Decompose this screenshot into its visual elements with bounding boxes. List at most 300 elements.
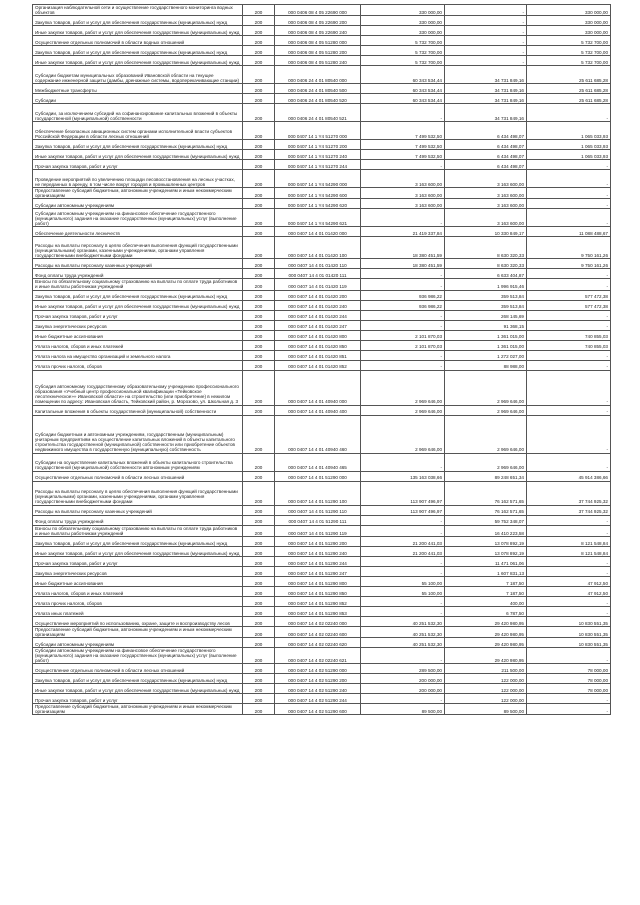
line-code-cell: 200	[243, 606, 275, 616]
line-code-cell: 200	[243, 36, 275, 46]
classification-code-cell: 000 0406 08 4 05 51280 240	[275, 56, 361, 66]
expense-name-cell: Иные закупки товаров, работ и услуг для обеспечения государственных (муниципальных) нужд	[33, 26, 243, 36]
table-row	[33, 360, 611, 370]
approved-amount-cell: 113 907 496,97	[361, 505, 445, 515]
classification-code-cell: 000 0407 14 1 Y4 54290 600	[275, 188, 361, 199]
classification-code-cell: 000 0407 14 4 01 40940 460	[275, 415, 361, 453]
classification-code-cell: 000 0407 14 4 01 01420 110	[275, 259, 361, 269]
table-row	[33, 237, 611, 259]
unexecuted-amount-cell: 47 912,50	[527, 586, 611, 596]
classification-code-cell: 000 0406 08 4 05 22690 000	[275, 5, 361, 16]
classification-code-cell: 000 0407 14 4 01 51290 852	[275, 596, 361, 606]
unexecuted-amount-cell: -	[527, 160, 611, 170]
line-code-cell: 200	[243, 199, 275, 209]
expense-name-cell: Субсидии автономным учреждениям	[33, 637, 243, 647]
table-body	[33, 5, 611, 715]
approved-amount-cell: 7 499 532,50	[361, 140, 445, 150]
line-code-cell: 200	[243, 616, 275, 626]
classification-code-cell: 000 0407 14 4 01 01420 100	[275, 237, 361, 259]
unexecuted-amount-cell: -	[527, 515, 611, 525]
executed-amount-cell: 2 969 646,00	[445, 415, 527, 453]
expense-name-cell: Закупка товаров, работ и услуг для обеспечения государственных (муниципальных) нужд	[33, 16, 243, 26]
expense-name-cell: Субсидии	[33, 94, 243, 104]
approved-amount-cell: 3 163 600,00	[361, 170, 445, 188]
table-row	[33, 199, 611, 209]
approved-amount-cell: 18 380 451,59	[361, 237, 445, 259]
unexecuted-amount-cell: -	[527, 279, 611, 290]
table-row	[33, 606, 611, 616]
approved-amount-cell: 21 200 441,03	[361, 546, 445, 556]
approved-amount-cell: 2 969 646,00	[361, 405, 445, 415]
expense-name-cell: Иные закупки товаров, работ и услуг для обеспечения государственных (муниципальных) нужд	[33, 546, 243, 556]
expense-name-cell: Расходы на выплаты персоналу казенных учреждений	[33, 505, 243, 515]
line-code-cell: 200	[243, 140, 275, 150]
approved-amount-cell: -	[361, 515, 445, 525]
executed-amount-cell: 6 434 498,07	[445, 140, 527, 150]
table-row	[33, 525, 611, 536]
classification-code-cell: 000 0406 24 4 01 80540 521	[275, 104, 361, 122]
unexecuted-amount-cell: -	[527, 566, 611, 576]
table-row	[33, 16, 611, 26]
table-row	[33, 596, 611, 606]
unexecuted-amount-cell: 25 611 685,28	[527, 84, 611, 94]
table-row	[33, 170, 611, 188]
line-code-cell: 200	[243, 505, 275, 515]
approved-amount-cell: 40 251 532,30	[361, 637, 445, 647]
executed-amount-cell: 7 187,50	[445, 576, 527, 586]
table-row	[33, 415, 611, 453]
approved-amount-cell: 289 500,00	[361, 664, 445, 674]
approved-amount-cell: -	[361, 647, 445, 663]
line-code-cell: 200	[243, 300, 275, 310]
table-row	[33, 26, 611, 36]
executed-amount-cell: 29 420 980,95	[445, 616, 527, 626]
line-code-cell: 200	[243, 310, 275, 320]
executed-amount-cell: 29 420 980,95	[445, 647, 527, 663]
expense-name-cell: Закупка товаров, работ и услуг для обеспечения государственных (муниципальных) нужд	[33, 140, 243, 150]
unexecuted-amount-cell: -	[527, 370, 611, 405]
approved-amount-cell: 60 343 534,44	[361, 94, 445, 104]
table-row	[33, 664, 611, 674]
table-row	[33, 259, 611, 269]
expense-name-cell: Субсидии автономным учреждениям	[33, 199, 243, 209]
expense-name-cell: Обеспечение безопасных авиационных систем органами исполнительной власти субъектов Российской Федерации в области лесных отношений	[33, 122, 243, 140]
approved-amount-cell: 60 343 534,44	[361, 66, 445, 84]
expense-name-cell: Иные бюджетные ассигнования	[33, 330, 243, 340]
classification-code-cell: 000 0406 24 4 01 80540 520	[275, 94, 361, 104]
line-code-cell: 200	[243, 46, 275, 56]
executed-amount-cell: 8 630 320,33	[445, 237, 527, 259]
expense-name-cell: Осуществление мероприятий по использованию, охране, защите и воспроизводству лесов	[33, 616, 243, 626]
approved-amount-cell: 936 986,22	[361, 290, 445, 300]
expense-name-cell: Предоставление субсидий бюджетным, автономным учреждениям и иным некоммерческим организациям	[33, 704, 243, 715]
expense-name-cell: Иные закупки товаров, работ и услуг для обеспечения государственных (муниципальных) нужд	[33, 684, 243, 694]
unexecuted-amount-cell: -	[527, 199, 611, 209]
expense-name-cell: Межбюджетные трансферты	[33, 84, 243, 94]
classification-code-cell: 000 0407 14 4 01 40940 465	[275, 453, 361, 471]
classification-code-cell: 000 0407 14 4 02 51290 600	[275, 704, 361, 715]
expense-name-cell: Уплата налогов, сборов и иных платежей	[33, 586, 243, 596]
unexecuted-amount-cell: -	[527, 694, 611, 704]
executed-amount-cell: 359 513,84	[445, 290, 527, 300]
line-code-cell: 200	[243, 546, 275, 556]
expense-name-cell: Иные закупки товаров, работ и услуг для обеспечения государственных (муниципальных) нужд	[33, 56, 243, 66]
classification-code-cell: 000 0407 14 4 02 51290 240	[275, 684, 361, 694]
table-row	[33, 647, 611, 663]
line-code-cell: 200	[243, 525, 275, 536]
expense-name-cell: Уплата прочих налогов, сборов	[33, 360, 243, 370]
expense-name-cell: Проведение мероприятий по увеличению площади лесовосстановления на лесных участках, не переданных в аренду, в том числе вокруг городов и промышленных центров	[33, 170, 243, 188]
executed-amount-cell: 34 731 849,16	[445, 104, 527, 122]
expense-name-cell: Расходы на выплаты персоналу в целях обеспечения выполнения функций государственными (муниципальными) органами, казенными учреждениями, органами управления государственными внебюджетными фондами	[33, 237, 243, 259]
approved-amount-cell: 113 907 496,97	[361, 481, 445, 505]
classification-code-cell: 000 0407 14 4 02 51290 200	[275, 674, 361, 684]
table-row	[33, 269, 611, 279]
unexecuted-amount-cell: 37 744 925,32	[527, 481, 611, 505]
expense-name-cell: Расходы на выплаты персоналу казенных учреждений	[33, 259, 243, 269]
line-code-cell: 200	[243, 84, 275, 94]
table-row	[33, 566, 611, 576]
approved-amount-cell: 200 000,00	[361, 684, 445, 694]
line-code-cell: 200	[243, 320, 275, 330]
unexecuted-amount-cell: -	[527, 415, 611, 453]
expense-name-cell: Прочая закупка товаров, работ и услуг	[33, 694, 243, 704]
line-code-cell: 200	[243, 330, 275, 340]
table-row	[33, 471, 611, 481]
table-row	[33, 56, 611, 66]
table-row	[33, 227, 611, 237]
line-code-cell: 200	[243, 405, 275, 415]
expense-name-cell: Предоставление субсидий бюджетным, автономным учреждениям и иным некоммерческим организациям	[33, 626, 243, 637]
expense-name-cell: Субсидии автономным учреждениям на финансовое обеспечение государственного (муниципального) задания на оказание государственных (муниципальных) услуг (выполнение работ)	[33, 647, 243, 663]
unexecuted-amount-cell: 10 830 551,35	[527, 616, 611, 626]
approved-amount-cell: 55 100,00	[361, 586, 445, 596]
line-code-cell: 200	[243, 209, 275, 227]
classification-code-cell: 000 0407 14 4 01 51290 111	[275, 515, 361, 525]
approved-amount-cell: -	[361, 310, 445, 320]
executed-amount-cell: 1 361 015,00	[445, 340, 527, 350]
line-code-cell: 200	[243, 481, 275, 505]
line-code-cell: 200	[243, 704, 275, 715]
executed-amount-cell: 2 969 646,00	[445, 453, 527, 471]
unexecuted-amount-cell: 47 912,50	[527, 576, 611, 586]
approved-amount-cell: -	[361, 694, 445, 704]
classification-code-cell: 000 0407 14 1 Y4 51270 200	[275, 140, 361, 150]
executed-amount-cell: -	[445, 36, 527, 46]
executed-amount-cell: 211 500,00	[445, 664, 527, 674]
table-row	[33, 626, 611, 637]
table-row	[33, 188, 611, 199]
approved-amount-cell: -	[361, 556, 445, 566]
executed-amount-cell: 6 434 498,07	[445, 160, 527, 170]
classification-code-cell: 000 0407 14 4 02 02240 600	[275, 626, 361, 637]
line-code-cell: 200	[243, 674, 275, 684]
unexecuted-amount-cell: -	[527, 188, 611, 199]
unexecuted-amount-cell: 1 065 033,93	[527, 150, 611, 160]
expense-name-cell: Закупка товаров, работ и услуг для обеспечения государственных (муниципальных) нужд	[33, 674, 243, 684]
line-code-cell: 200	[243, 576, 275, 586]
line-code-cell: 200	[243, 415, 275, 453]
line-code-cell: 200	[243, 536, 275, 546]
executed-amount-cell: 59 752 348,07	[445, 515, 527, 525]
classification-code-cell: 000 0406 08 4 05 51280 000	[275, 36, 361, 46]
approved-amount-cell: -	[361, 104, 445, 122]
unexecuted-amount-cell: 577 472,38	[527, 290, 611, 300]
executed-amount-cell: 91 368,15	[445, 320, 527, 330]
table-row	[33, 586, 611, 596]
table-row	[33, 481, 611, 505]
line-code-cell: 200	[243, 586, 275, 596]
classification-code-cell: 000 0407 14 4 01 51290 244	[275, 556, 361, 566]
line-code-cell: 200	[243, 684, 275, 694]
expense-name-cell: Обеспечение деятельности лесничеств	[33, 227, 243, 237]
executed-amount-cell: 89 500,00	[445, 704, 527, 715]
approved-amount-cell: 7 499 532,50	[361, 122, 445, 140]
executed-amount-cell: 1 996 915,46	[445, 279, 527, 290]
table-row	[33, 310, 611, 320]
line-code-cell: 200	[243, 664, 275, 674]
unexecuted-amount-cell: 25 611 685,28	[527, 66, 611, 84]
approved-amount-cell: 2 101 870,03	[361, 340, 445, 350]
line-code-cell: 200	[243, 259, 275, 269]
classification-code-cell: 000 0407 14 4 01 01420 247	[275, 320, 361, 330]
table-row	[33, 556, 611, 566]
expense-name-cell: Субсидии автономным учреждениям на финансовое обеспечение государственного (муниципального) задания на оказание государственных (муниципальных) услуг (выполнение работ)	[33, 209, 243, 227]
line-code-cell: 200	[243, 104, 275, 122]
classification-code-cell: 000 0407 14 4 01 51290 247	[275, 566, 361, 576]
expense-name-cell: Организация наблюдательной сети и осуществление государственного мониторинга водных объектов	[33, 5, 243, 16]
approved-amount-cell: 936 986,22	[361, 300, 445, 310]
unexecuted-amount-cell: 330 000,00	[527, 26, 611, 36]
unexecuted-amount-cell: -	[527, 104, 611, 122]
executed-amount-cell: 29 420 980,95	[445, 626, 527, 637]
table-row	[33, 104, 611, 122]
classification-code-cell: 000 0407 14 4 01 01420 852	[275, 360, 361, 370]
table-row	[33, 370, 611, 405]
table-row	[33, 300, 611, 310]
table-row	[33, 66, 611, 84]
executed-amount-cell: 359 513,84	[445, 300, 527, 310]
line-code-cell: 200	[243, 596, 275, 606]
unexecuted-amount-cell: 5 732 700,00	[527, 56, 611, 66]
table-row	[33, 330, 611, 340]
classification-code-cell: 000 0407 14 4 01 01420 244	[275, 310, 361, 320]
unexecuted-amount-cell: 45 914 386,66	[527, 471, 611, 481]
table-row	[33, 94, 611, 104]
unexecuted-amount-cell: 330 000,00	[527, 16, 611, 26]
table-row	[33, 616, 611, 626]
approved-amount-cell: -	[361, 566, 445, 576]
table-row	[33, 505, 611, 515]
table-row	[33, 150, 611, 160]
approved-amount-cell: -	[361, 320, 445, 330]
classification-code-cell: 000 0407 14 4 02 02240 620	[275, 637, 361, 647]
unexecuted-amount-cell: 25 611 685,28	[527, 94, 611, 104]
line-code-cell: 200	[243, 290, 275, 300]
executed-amount-cell: 6 633 404,87	[445, 269, 527, 279]
approved-amount-cell: 55 100,00	[361, 576, 445, 586]
table-row	[33, 279, 611, 290]
line-code-cell: 200	[243, 66, 275, 84]
line-code-cell: 200	[243, 56, 275, 66]
classification-code-cell: 000 0407 14 4 01 01420 119	[275, 279, 361, 290]
approved-amount-cell: 2 101 870,03	[361, 330, 445, 340]
unexecuted-amount-cell: -	[527, 704, 611, 715]
expense-name-cell: Уплата иных платежей	[33, 606, 243, 616]
approved-amount-cell: 5 732 700,00	[361, 56, 445, 66]
table-row	[33, 694, 611, 704]
executed-amount-cell: 34 731 849,16	[445, 94, 527, 104]
unexecuted-amount-cell: -	[527, 525, 611, 536]
classification-code-cell: 000 0407 14 4 02 02240 000	[275, 616, 361, 626]
approved-amount-cell: 21 200 441,03	[361, 536, 445, 546]
classification-code-cell: 000 0407 14 4 01 51290 100	[275, 481, 361, 505]
table-row	[33, 209, 611, 227]
approved-amount-cell: -	[361, 350, 445, 360]
line-code-cell: 200	[243, 694, 275, 704]
executed-amount-cell: 7 187,50	[445, 586, 527, 596]
classification-code-cell: 000 0407 14 1 Y4 54290 620	[275, 199, 361, 209]
approved-amount-cell: -	[361, 525, 445, 536]
line-code-cell: 200	[243, 626, 275, 637]
approved-amount-cell: 89 500,00	[361, 704, 445, 715]
unexecuted-amount-cell: 1 065 033,93	[527, 122, 611, 140]
executed-amount-cell: 1 361 015,00	[445, 330, 527, 340]
classification-code-cell: 000 0407 14 4 01 51290 200	[275, 536, 361, 546]
unexecuted-amount-cell: -	[527, 596, 611, 606]
executed-amount-cell: 268 145,69	[445, 310, 527, 320]
expense-name-cell: Закупка товаров, работ и услуг для обеспечения государственных (муниципальных) нужд	[33, 290, 243, 300]
executed-amount-cell: 1 272 027,00	[445, 350, 527, 360]
classification-code-cell: 000 0407 14 1 Y4 51270 244	[275, 160, 361, 170]
classification-code-cell: 000 0406 08 4 05 22690 200	[275, 16, 361, 26]
expense-name-cell: Уплата прочих налогов, сборов	[33, 596, 243, 606]
executed-amount-cell: 34 731 849,16	[445, 66, 527, 84]
executed-amount-cell: -	[445, 5, 527, 16]
executed-amount-cell: 13 078 892,19	[445, 546, 527, 556]
unexecuted-amount-cell: 37 744 925,32	[527, 505, 611, 515]
executed-amount-cell: 6 787,50	[445, 606, 527, 616]
line-code-cell: 200	[243, 26, 275, 36]
expense-name-cell: Взносы по обязательному социальному страхованию на выплаты по оплате труда работников и иные выплаты работникам учреждений	[33, 525, 243, 536]
table-row	[33, 684, 611, 694]
approved-amount-cell: 5 732 700,00	[361, 36, 445, 46]
approved-amount-cell: -	[361, 279, 445, 290]
table-row	[33, 46, 611, 56]
expense-name-cell: Осуществление отдельных полномочий в области водных отношений	[33, 36, 243, 46]
expense-name-cell: Уплата налога на имущество организаций и земельного налога	[33, 350, 243, 360]
table-row	[33, 36, 611, 46]
unexecuted-amount-cell: 5 732 700,00	[527, 46, 611, 56]
expense-name-cell: Иные закупки товаров, работ и услуг для обеспечения государственных (муниципальных) нужд	[33, 300, 243, 310]
expense-name-cell: Прочая закупка товаров, работ и услуг	[33, 160, 243, 170]
approved-amount-cell: 330 000,00	[361, 16, 445, 26]
line-code-cell: 200	[243, 340, 275, 350]
expense-name-cell: Закупка товаров, работ и услуг для обеспечения государственных (муниципальных) нужд	[33, 46, 243, 56]
approved-amount-cell: 21 419 337,84	[361, 227, 445, 237]
unexecuted-amount-cell: 740 855,03	[527, 330, 611, 340]
unexecuted-amount-cell: -	[527, 606, 611, 616]
unexecuted-amount-cell: -	[527, 556, 611, 566]
approved-amount-cell: 2 969 646,00	[361, 415, 445, 453]
expense-name-cell: Субсидии бюджетным и автономным учреждениям, государственным (муниципальным) унитарным предприятиям на осуществление капитальных вложений в объекты капитального строительства государственной (муниципальной) собственности или приобретение объектов недвижимого имущества в государственную (муниципальную) собственность	[33, 415, 243, 453]
unexecuted-amount-cell: -	[527, 360, 611, 370]
line-code-cell: 200	[243, 150, 275, 160]
expense-name-cell: Фонд оплаты труда учреждений	[33, 515, 243, 525]
table-row	[33, 160, 611, 170]
table-row	[33, 84, 611, 94]
line-code-cell: 200	[243, 647, 275, 663]
executed-amount-cell: 6 434 498,07	[445, 150, 527, 160]
classification-code-cell: 000 0406 24 4 01 80540 000	[275, 66, 361, 84]
unexecuted-amount-cell: -	[527, 647, 611, 663]
unexecuted-amount-cell: 10 830 551,35	[527, 626, 611, 637]
table-row	[33, 546, 611, 556]
unexecuted-amount-cell: 78 000,00	[527, 664, 611, 674]
classification-code-cell: 000 0407 14 4 01 01420 800	[275, 330, 361, 340]
line-code-cell: 200	[243, 566, 275, 576]
classification-code-cell: 000 0407 14 4 01 40940 000	[275, 370, 361, 405]
expense-name-cell: Предоставление субсидий бюджетным, автономным учреждениям и иным некоммерческим организациям	[33, 188, 243, 199]
unexecuted-amount-cell: 10 830 551,35	[527, 637, 611, 647]
executed-amount-cell: -	[445, 26, 527, 36]
classification-code-cell: 000 0406 08 4 05 51280 200	[275, 46, 361, 56]
executed-amount-cell: 1 607 831,13	[445, 566, 527, 576]
executed-amount-cell: 122 000,00	[445, 684, 527, 694]
line-code-cell: 200	[243, 227, 275, 237]
approved-amount-cell: -	[361, 160, 445, 170]
unexecuted-amount-cell: 330 000,00	[527, 5, 611, 16]
expense-name-cell: Субсидии, за исключением субсидий на софинансирование капитальных вложений в объекты государственной (муниципальной) собственности	[33, 104, 243, 122]
unexecuted-amount-cell: -	[527, 209, 611, 227]
table-row	[33, 637, 611, 647]
unexecuted-amount-cell: 740 855,03	[527, 340, 611, 350]
approved-amount-cell: 3 163 600,00	[361, 188, 445, 199]
unexecuted-amount-cell: 11 088 488,67	[527, 227, 611, 237]
executed-amount-cell: 122 000,00	[445, 674, 527, 684]
line-code-cell: 200	[243, 188, 275, 199]
approved-amount-cell: 40 251 532,30	[361, 616, 445, 626]
line-code-cell: 200	[243, 160, 275, 170]
executed-amount-cell: 3 163 600,00	[445, 188, 527, 199]
expense-name-cell: Иные закупки товаров, работ и услуг для обеспечения государственных (муниципальных) нужд	[33, 150, 243, 160]
expense-name-cell: Субсидии на осуществление капитальных вложений в объекты капитального строительства государственной (муниципальной) собственности автономным учреждениям	[33, 453, 243, 471]
expense-name-cell: Уплата налогов, сборов и иных платежей	[33, 340, 243, 350]
table-row	[33, 140, 611, 150]
classification-code-cell: 000 0407 14 4 01 01420 200	[275, 290, 361, 300]
classification-code-cell: 000 0407 14 4 01 51290 853	[275, 606, 361, 616]
executed-amount-cell: 400,00	[445, 596, 527, 606]
table-row	[33, 453, 611, 471]
expense-name-cell: Взносы по обязательному социальному страхованию на выплаты по оплате труда работников и иные выплаты работникам учреждений	[33, 279, 243, 290]
table-row	[33, 576, 611, 586]
unexecuted-amount-cell: -	[527, 310, 611, 320]
executed-amount-cell: 3 163 600,00	[445, 170, 527, 188]
unexecuted-amount-cell: -	[527, 170, 611, 188]
line-code-cell: 200	[243, 94, 275, 104]
line-code-cell: 200	[243, 350, 275, 360]
expense-name-cell: Прочая закупка товаров, работ и услуг	[33, 556, 243, 566]
executed-amount-cell: 6 434 498,07	[445, 122, 527, 140]
executed-amount-cell: -	[445, 46, 527, 56]
expense-name-cell: Закупка энергетических ресурсов	[33, 320, 243, 330]
approved-amount-cell: 330 000,00	[361, 5, 445, 16]
line-code-cell: 200	[243, 453, 275, 471]
approved-amount-cell: 7 499 532,50	[361, 150, 445, 160]
table-row	[33, 405, 611, 415]
classification-code-cell: 000 0407 14 4 01 51290 800	[275, 576, 361, 586]
table-row	[33, 350, 611, 360]
